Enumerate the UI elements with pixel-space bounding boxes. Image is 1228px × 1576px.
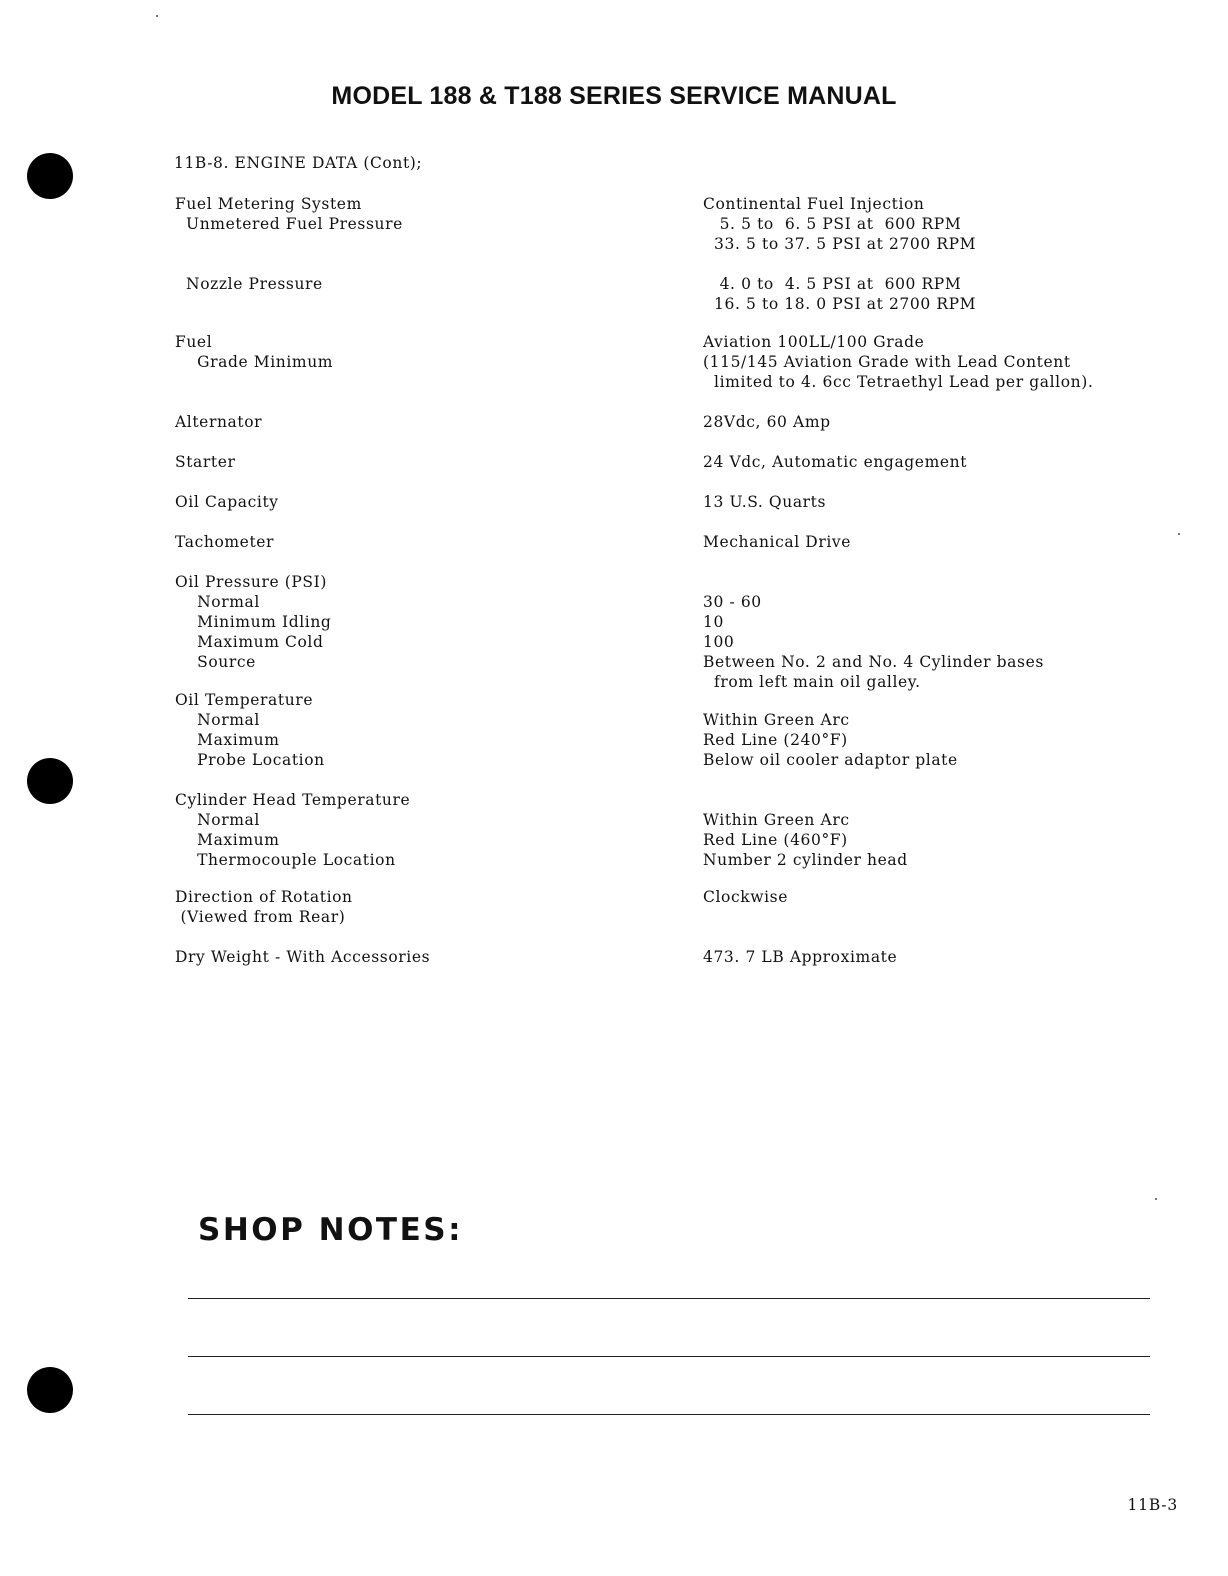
spec-value: Between No. 2 and No. 4 Cylinder bases xyxy=(703,653,1044,671)
spec-value: 473. 7 LB Approximate xyxy=(703,948,898,966)
spec-value: Clockwise xyxy=(703,888,788,906)
spec-label: Thermocouple Location xyxy=(175,851,396,869)
spec-value: 30 - 60 xyxy=(703,593,762,611)
spec-label: Normal xyxy=(175,593,260,611)
spec-value: Below oil cooler adaptor plate xyxy=(703,751,958,769)
scan-speck xyxy=(156,15,158,17)
scan-speck xyxy=(1178,533,1180,535)
spec-label: Nozzle Pressure xyxy=(175,275,323,293)
spec-label: Fuel xyxy=(175,333,213,351)
spec-value: Within Green Arc xyxy=(703,711,850,729)
spec-value: Red Line (240°F) xyxy=(703,731,848,749)
binder-hole-top xyxy=(27,153,73,199)
binder-hole-middle xyxy=(27,758,73,804)
spec-label: Maximum xyxy=(175,731,280,749)
spec-label: Oil Temperature xyxy=(175,691,314,709)
spec-label: Normal xyxy=(175,711,260,729)
spec-label: Starter xyxy=(175,453,236,471)
spec-label: Maximum xyxy=(175,831,280,849)
spec-label: Cylinder Head Temperature xyxy=(175,791,411,809)
page-title: MODEL 188 & T188 SERIES SERVICE MANUAL xyxy=(331,82,897,110)
spec-value: Mechanical Drive xyxy=(703,533,852,551)
spec-label: Normal xyxy=(175,811,260,829)
section-heading: 11B-8. ENGINE DATA (Cont); xyxy=(174,154,423,172)
shop-notes-heading: SHOP NOTES: xyxy=(198,1212,463,1248)
spec-label: Maximum Cold xyxy=(175,633,324,651)
spec-value: Aviation 100LL/100 Grade xyxy=(703,333,925,351)
spec-value: 100 xyxy=(703,633,735,651)
spec-label: (Viewed from Rear) xyxy=(175,908,346,926)
spec-label: Direction of Rotation xyxy=(175,888,353,906)
notes-line xyxy=(188,1298,1150,1299)
spec-value: Number 2 cylinder head xyxy=(703,851,908,869)
spec-value: 24 Vdc, Automatic engagement xyxy=(703,453,968,471)
notes-line xyxy=(188,1356,1150,1357)
spec-value: 13 U.S. Quarts xyxy=(703,493,827,511)
spec-value: 4. 0 to 4. 5 PSI at 600 RPM xyxy=(703,275,962,293)
spec-label: Grade Minimum xyxy=(175,353,334,371)
spec-label: Source xyxy=(175,653,256,671)
spec-label: Tachometer xyxy=(175,533,275,551)
notes-line xyxy=(188,1414,1150,1415)
spec-value: limited to 4. 6cc Tetraethyl Lead per gallon). xyxy=(703,373,1094,391)
spec-value: Red Line (460°F) xyxy=(703,831,848,849)
spec-value: 16. 5 to 18. 0 PSI at 2700 RPM xyxy=(703,295,977,313)
spec-value: 33. 5 to 37. 5 PSI at 2700 RPM xyxy=(703,235,977,253)
spec-value: 5. 5 to 6. 5 PSI at 600 RPM xyxy=(703,215,962,233)
binder-hole-bottom xyxy=(27,1367,73,1413)
page-number: 11B-3 xyxy=(1127,1496,1178,1514)
spec-label: Fuel Metering System xyxy=(175,195,362,213)
spec-value: 10 xyxy=(703,613,724,631)
spec-label: Probe Location xyxy=(175,751,325,769)
spec-label: Dry Weight - With Accessories xyxy=(175,948,431,966)
spec-value: from left main oil galley. xyxy=(703,673,921,691)
spec-value: (115/145 Aviation Grade with Lead Content xyxy=(703,353,1071,371)
spec-label: Oil Capacity xyxy=(175,493,279,511)
spec-value: Continental Fuel Injection xyxy=(703,195,925,213)
spec-label: Oil Pressure (PSI) xyxy=(175,573,328,591)
spec-value: Within Green Arc xyxy=(703,811,850,829)
spec-label: Unmetered Fuel Pressure xyxy=(175,215,403,233)
spec-label: Minimum Idling xyxy=(175,613,332,631)
spec-value: 28Vdc, 60 Amp xyxy=(703,413,831,431)
spec-label: Alternator xyxy=(175,413,263,431)
scan-speck xyxy=(1155,1198,1157,1200)
